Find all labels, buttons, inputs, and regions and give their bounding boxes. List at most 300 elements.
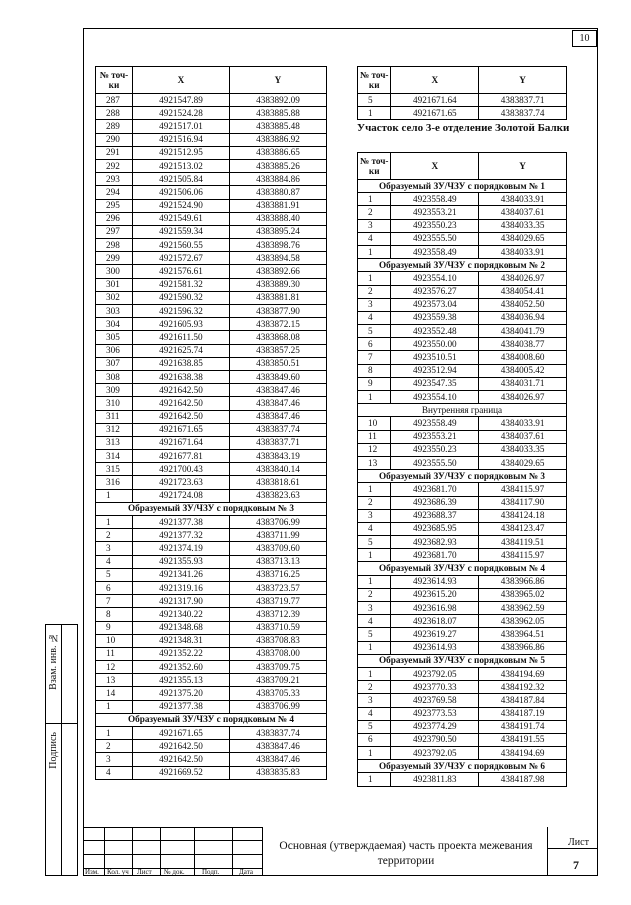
- point-number: 3: [358, 694, 391, 707]
- table-row: [358, 364, 567, 377]
- x-coord: 4921671.65: [132, 423, 229, 436]
- col-header-y: Y: [229, 67, 326, 94]
- point-number: 288: [96, 107, 133, 120]
- table-row: [358, 681, 567, 694]
- x-coord: 4921642.50: [132, 384, 229, 397]
- point-number: 1: [358, 272, 391, 285]
- x-coord: 4923681.70: [391, 483, 479, 496]
- table-row: [358, 733, 567, 746]
- table-row: [96, 212, 327, 225]
- y-coord: 4383966.86: [479, 641, 567, 654]
- point-number: 5: [358, 628, 391, 641]
- y-coord: 4384033.91: [479, 245, 567, 258]
- point-number: 12: [358, 443, 391, 456]
- point-number: 306: [96, 344, 133, 357]
- table-row: [96, 436, 327, 449]
- document-title: Основная (утверждаемая) часть проекта межевания территории: [279, 840, 533, 867]
- x-coord: 4921560.55: [132, 239, 229, 252]
- table-row: [358, 720, 567, 733]
- table-row: [96, 357, 327, 370]
- y-coord: 4383837.71: [479, 94, 567, 107]
- x-coord: 4921317.90: [132, 595, 229, 608]
- table-row: [96, 186, 327, 199]
- y-coord: 4383712.39: [229, 608, 326, 621]
- x-coord: 4921596.32: [132, 305, 229, 318]
- table-row: [358, 456, 567, 469]
- table-row: [96, 199, 327, 212]
- table-row: [96, 595, 327, 608]
- point-number: 3: [358, 509, 391, 522]
- x-coord: 4923615.20: [391, 588, 479, 601]
- x-coord: 4923573.04: [391, 298, 479, 311]
- point-number: 310: [96, 397, 133, 410]
- y-coord: 4384119.51: [479, 536, 567, 549]
- table-row: [96, 225, 327, 238]
- point-number: 7: [358, 351, 391, 364]
- x-coord: 4921638.38: [132, 370, 229, 383]
- y-coord: 4383847.46: [229, 410, 326, 423]
- y-coord: 4383962.05: [479, 615, 567, 628]
- x-coord: 4923614.93: [391, 641, 479, 654]
- table-row: [96, 252, 327, 265]
- x-coord: 4923811.83: [391, 773, 479, 786]
- y-coord: 4383885.88: [229, 107, 326, 120]
- table-row: [358, 219, 567, 232]
- y-coord: 4384192.32: [479, 681, 567, 694]
- point-number: 301: [96, 278, 133, 291]
- table-row: [358, 588, 567, 601]
- x-coord: 4923792.05: [391, 667, 479, 680]
- y-coord: 4383708.00: [229, 647, 326, 660]
- point-number: 1: [96, 700, 133, 713]
- point-number: 313: [96, 436, 133, 449]
- point-number: 11: [96, 647, 133, 660]
- x-coord: 4921723.63: [132, 476, 229, 489]
- y-coord: 4383847.46: [229, 384, 326, 397]
- table-row: [358, 615, 567, 628]
- table-row: [358, 628, 567, 641]
- x-coord: 4921605.93: [132, 318, 229, 331]
- point-number: 4: [96, 766, 133, 779]
- table-row: [358, 443, 567, 456]
- y-coord: 4383884.86: [229, 173, 326, 186]
- y-coord: 4383843.19: [229, 450, 326, 463]
- x-coord: 4921340.22: [132, 608, 229, 621]
- y-coord: 4383880.87: [229, 186, 326, 199]
- section-row: [358, 562, 567, 575]
- y-coord: 4384033.35: [479, 219, 567, 232]
- y-coord: 4383823.63: [229, 489, 326, 502]
- table-row: [358, 107, 567, 120]
- point-number: 8: [96, 608, 133, 621]
- y-coord: 4383705.33: [229, 687, 326, 700]
- y-coord: 4383713.13: [229, 555, 326, 568]
- x-coord: 4923555.50: [391, 232, 479, 245]
- x-coord: 4923769.58: [391, 694, 479, 707]
- x-coord: 4923558.49: [391, 193, 479, 206]
- x-coord: 4923552.48: [391, 325, 479, 338]
- point-number: 303: [96, 305, 133, 318]
- point-number: 6: [96, 581, 133, 594]
- col-header-y: Y: [479, 153, 567, 180]
- table-row: [96, 463, 327, 476]
- point-number: 293: [96, 173, 133, 186]
- point-number: 1: [358, 483, 391, 496]
- col-list: Лист: [137, 868, 152, 876]
- point-number: 2: [358, 285, 391, 298]
- table-row: [358, 707, 567, 720]
- point-number: 308: [96, 370, 133, 383]
- table-row: [358, 430, 567, 443]
- y-coord: 4384194.69: [479, 747, 567, 760]
- table-row: [96, 700, 327, 713]
- coords-table-left: [95, 66, 327, 780]
- x-coord: 4921642.50: [132, 410, 229, 423]
- table-row: [358, 285, 567, 298]
- y-coord: 4383877.90: [229, 305, 326, 318]
- point-number: 315: [96, 463, 133, 476]
- point-number: 292: [96, 159, 133, 172]
- point-number: 309: [96, 384, 133, 397]
- y-coord: 4383708.83: [229, 634, 326, 647]
- table-row: [96, 291, 327, 304]
- y-coord: 4383706.99: [229, 700, 326, 713]
- section-title: Образуемый ЗУ/ЧЗУ с порядковым № 3: [96, 502, 327, 515]
- point-number: 1: [358, 575, 391, 588]
- vzam-inv-label: Взам. инв. №: [48, 632, 59, 690]
- y-coord: 4384026.97: [479, 272, 567, 285]
- y-coord: 4383716.25: [229, 568, 326, 581]
- table-row: [96, 529, 327, 542]
- section-row: [358, 180, 567, 193]
- x-coord: 4921517.01: [132, 120, 229, 133]
- x-coord: 4921377.38: [132, 700, 229, 713]
- point-number: 300: [96, 265, 133, 278]
- x-coord: 4921549.61: [132, 212, 229, 225]
- y-coord: 4384187.98: [479, 773, 567, 786]
- table-row: [358, 417, 567, 430]
- x-coord: 4921377.38: [132, 516, 229, 529]
- y-coord: 4384029.65: [479, 232, 567, 245]
- table-row: [358, 496, 567, 509]
- y-coord: 4384031.71: [479, 377, 567, 390]
- y-coord: 4384124.18: [479, 509, 567, 522]
- point-number: 3: [96, 542, 133, 555]
- x-coord: 4923550.23: [391, 219, 479, 232]
- section-row: [358, 654, 567, 667]
- y-coord: 4384041.79: [479, 325, 567, 338]
- point-number: 312: [96, 423, 133, 436]
- x-coord: 4923550.23: [391, 443, 479, 456]
- point-number: 1: [358, 245, 391, 258]
- point-number: 5: [358, 94, 391, 107]
- point-number: 11: [358, 430, 391, 443]
- x-coord: 4923576.27: [391, 285, 479, 298]
- table-row: [96, 581, 327, 594]
- point-number: 9: [96, 621, 133, 634]
- x-coord: 4921638.85: [132, 357, 229, 370]
- sheet-label: Лист: [568, 837, 589, 848]
- point-number: 5: [358, 536, 391, 549]
- y-coord: 4384033.91: [479, 417, 567, 430]
- point-number: 12: [96, 661, 133, 674]
- point-number: 297: [96, 225, 133, 238]
- y-coord: 4383818.61: [229, 476, 326, 489]
- point-number: 5: [358, 325, 391, 338]
- table-row: [358, 311, 567, 324]
- table-row: [358, 206, 567, 219]
- x-coord: 4921355.13: [132, 674, 229, 687]
- y-coord: 4384005.42: [479, 364, 567, 377]
- y-coord: 4383837.74: [229, 727, 326, 740]
- col-n-dok: № док.: [164, 868, 185, 876]
- x-coord: 4923686.39: [391, 496, 479, 509]
- table-row: [96, 621, 327, 634]
- table-row: [358, 193, 567, 206]
- y-coord: 4383723.57: [229, 581, 326, 594]
- y-coord: 4383837.74: [229, 423, 326, 436]
- y-coord: 4384052.50: [479, 298, 567, 311]
- point-number: 3: [358, 602, 391, 615]
- point-number: 1: [96, 727, 133, 740]
- x-coord: 4921348.31: [132, 634, 229, 647]
- point-number: 8: [358, 364, 391, 377]
- table-row: [96, 305, 327, 318]
- col-data: Дата: [239, 868, 253, 876]
- point-number: 2: [96, 740, 133, 753]
- point-number: 3: [358, 219, 391, 232]
- section-row: [358, 760, 567, 773]
- x-coord: 4921377.32: [132, 529, 229, 542]
- y-coord: 4384115.97: [479, 483, 567, 496]
- table-row: [358, 509, 567, 522]
- x-coord: 4921559.34: [132, 225, 229, 238]
- table-row: [96, 370, 327, 383]
- table-row: [358, 325, 567, 338]
- point-number: 5: [358, 720, 391, 733]
- point-number: 13: [358, 456, 391, 469]
- x-coord: 4921516.94: [132, 133, 229, 146]
- x-coord: 4923619.27: [391, 628, 479, 641]
- x-coord: 4921374.19: [132, 542, 229, 555]
- title-block: [83, 827, 598, 876]
- y-coord: 4383898.76: [229, 239, 326, 252]
- table-row: [96, 265, 327, 278]
- table-row: [96, 239, 327, 252]
- y-coord: 4383706.99: [229, 516, 326, 529]
- x-coord: 4923688.37: [391, 509, 479, 522]
- y-coord: 4383892.09: [229, 94, 326, 107]
- point-number: 1: [358, 773, 391, 786]
- table-row: [358, 549, 567, 562]
- x-coord: 4923682.93: [391, 536, 479, 549]
- y-coord: 4383837.71: [229, 436, 326, 449]
- table-header-row: [96, 67, 327, 94]
- table-row: [358, 641, 567, 654]
- table-row: [358, 483, 567, 496]
- x-coord: 4923512.94: [391, 364, 479, 377]
- x-coord: 4921513.02: [132, 159, 229, 172]
- table-row: [96, 173, 327, 186]
- point-number: 291: [96, 146, 133, 159]
- table-row: [96, 450, 327, 463]
- y-coord: 4383886.92: [229, 133, 326, 146]
- x-coord: 4921700.43: [132, 463, 229, 476]
- x-coord: 4923774.29: [391, 720, 479, 733]
- table-row: [358, 536, 567, 549]
- point-number: 4: [358, 232, 391, 245]
- section-title: Внутренняя граница: [358, 404, 567, 417]
- table-row: [96, 146, 327, 159]
- point-number: 314: [96, 450, 133, 463]
- table-row: [96, 727, 327, 740]
- table-row: [96, 753, 327, 766]
- section-title: Образуемый ЗУ/ЧЗУ с порядковым № 4: [358, 562, 567, 575]
- y-coord: 4384117.90: [479, 496, 567, 509]
- table-row: [96, 542, 327, 555]
- point-number: 2: [358, 588, 391, 601]
- y-coord: 4383711.99: [229, 529, 326, 542]
- table-row: [358, 391, 567, 404]
- x-coord: 4923554.10: [391, 272, 479, 285]
- table-row: [96, 634, 327, 647]
- table-row: [358, 377, 567, 390]
- point-number: 305: [96, 331, 133, 344]
- sheet-number: 7: [573, 858, 579, 872]
- y-coord: 4383710.59: [229, 621, 326, 634]
- table-row: [96, 423, 327, 436]
- side-stamp-value-cell: [61, 624, 78, 724]
- point-number: 295: [96, 199, 133, 212]
- x-coord: 4921524.28: [132, 107, 229, 120]
- x-coord: 4921352.60: [132, 661, 229, 674]
- table-row: [96, 476, 327, 489]
- section-row: [358, 470, 567, 483]
- y-coord: 4383857.25: [229, 344, 326, 357]
- side-stamp-value-cell: [61, 723, 78, 876]
- y-coord: 4383847.46: [229, 397, 326, 410]
- col-header-n: № точ-ки: [358, 67, 391, 94]
- section-row: [96, 502, 327, 515]
- point-number: 13: [96, 674, 133, 687]
- x-coord: 4923618.07: [391, 615, 479, 628]
- point-number: 4: [96, 555, 133, 568]
- table-row: [96, 384, 327, 397]
- point-number: 4: [358, 615, 391, 628]
- section-title: Образуемый ЗУ/ЧЗУ с порядковым № 2: [358, 259, 567, 272]
- table-row: [96, 674, 327, 687]
- y-coord: 4384037.61: [479, 206, 567, 219]
- section-title: Образуемый ЗУ/ЧЗУ с порядковым № 5: [358, 654, 567, 667]
- y-coord: 4383881.91: [229, 199, 326, 212]
- col-kol-uch: Кол. уч: [107, 868, 129, 876]
- point-number: 1: [358, 747, 391, 760]
- y-coord: 4383964.51: [479, 628, 567, 641]
- y-coord: 4384187.19: [479, 707, 567, 720]
- x-coord: 4921512.95: [132, 146, 229, 159]
- point-number: 2: [96, 529, 133, 542]
- y-coord: 4384194.69: [479, 667, 567, 680]
- y-coord: 4384115.97: [479, 549, 567, 562]
- point-number: 316: [96, 476, 133, 489]
- table-row: [96, 120, 327, 133]
- y-coord: 4383835.83: [229, 766, 326, 779]
- table-row: [96, 94, 327, 107]
- y-coord: 4384037.61: [479, 430, 567, 443]
- podpis-label: Подпись: [48, 732, 59, 769]
- x-coord: 4923553.21: [391, 206, 479, 219]
- col-header-x: X: [391, 153, 479, 180]
- x-coord: 4923554.10: [391, 391, 479, 404]
- x-coord: 4921625.74: [132, 344, 229, 357]
- point-number: 5: [96, 568, 133, 581]
- x-coord: 4923553.21: [391, 430, 479, 443]
- coords-table-right: [357, 152, 567, 787]
- x-coord: 4923773.53: [391, 707, 479, 720]
- point-number: 10: [358, 417, 391, 430]
- y-coord: 4384026.97: [479, 391, 567, 404]
- x-coord: 4921611.50: [132, 331, 229, 344]
- x-coord: 4921642.50: [132, 753, 229, 766]
- x-coord: 4921505.84: [132, 173, 229, 186]
- point-number: 9: [358, 377, 391, 390]
- x-coord: 4923770.33: [391, 681, 479, 694]
- side-stamp: [45, 624, 78, 876]
- x-coord: 4923559.38: [391, 311, 479, 324]
- table-row: [96, 608, 327, 621]
- table-row: [358, 272, 567, 285]
- x-coord: 4921671.65: [391, 107, 479, 120]
- table-row: [358, 747, 567, 760]
- table-row: [96, 687, 327, 700]
- y-coord: 4383709.75: [229, 661, 326, 674]
- col-podp: Подп.: [202, 868, 220, 876]
- y-coord: 4384036.94: [479, 311, 567, 324]
- y-coord: 4384191.74: [479, 720, 567, 733]
- x-coord: 4921524.90: [132, 199, 229, 212]
- table-row: [96, 397, 327, 410]
- point-number: 6: [358, 338, 391, 351]
- y-coord: 4383849.60: [229, 370, 326, 383]
- col-header-x: X: [132, 67, 229, 94]
- point-number: 2: [358, 206, 391, 219]
- table-row: [96, 331, 327, 344]
- x-coord: 4921319.16: [132, 581, 229, 594]
- x-coord: 4921590.32: [132, 291, 229, 304]
- x-coord: 4921677.81: [132, 450, 229, 463]
- point-number: 287: [96, 94, 133, 107]
- table-row: [96, 318, 327, 331]
- point-number: 302: [96, 291, 133, 304]
- page-number-box: 10: [572, 30, 597, 47]
- point-number: 289: [96, 120, 133, 133]
- table-row: [358, 522, 567, 535]
- y-coord: 4383962.59: [479, 602, 567, 615]
- table-row: [358, 351, 567, 364]
- point-number: 3: [358, 298, 391, 311]
- point-number: 299: [96, 252, 133, 265]
- y-coord: 4383885.26: [229, 159, 326, 172]
- col-header-n: № точ-ки: [358, 153, 391, 180]
- x-coord: 4923510.51: [391, 351, 479, 364]
- table-row: [358, 575, 567, 588]
- section-title: Образуемый ЗУ/ЧЗУ с порядковым № 1: [358, 180, 567, 193]
- x-coord: 4923616.98: [391, 602, 479, 615]
- point-number: 14: [96, 687, 133, 700]
- table-row: [96, 740, 327, 753]
- point-number: 1: [96, 516, 133, 529]
- point-number: 1: [358, 107, 391, 120]
